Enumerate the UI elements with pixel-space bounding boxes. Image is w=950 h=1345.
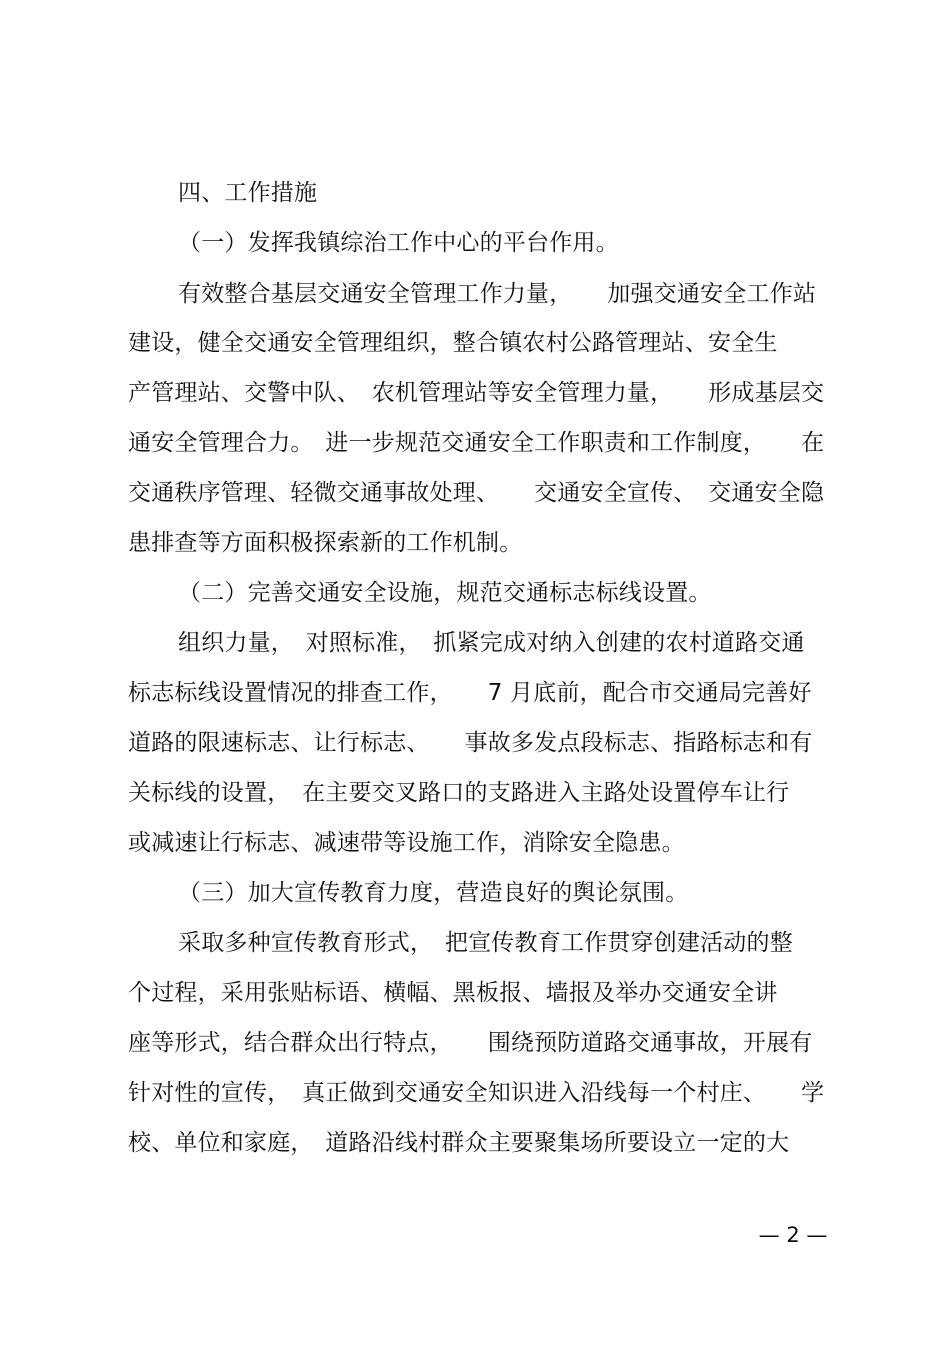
- subsection-heading-two: （二）完善交通安全设施，规范交通标志标线设置。: [178, 580, 712, 606]
- paragraph-line: 个过程，采用张贴标语、横幅、黑板报、墙报及举办交通安全讲: [128, 980, 778, 1006]
- paragraph-line: 组织力量， 对照标准， 抓紧完成对纳入创建的农村道路交通: [178, 630, 805, 656]
- paragraph-line: 针对性的宣传， 真正做到交通安全知识进入沿线每一个村庄、 学: [128, 1080, 825, 1106]
- paragraph-line: 通安全管理合力。 进一步规范交通安全工作职责和工作制度， 在: [128, 430, 825, 456]
- paragraph-line: 道路的限速标志、让行标志、 事故多发点段标志、指路标志和有: [128, 730, 813, 756]
- subsection-heading-one: （一）发挥我镇综治工作中心的平台作用。: [178, 230, 619, 256]
- paragraph-line: 建设，健全交通安全管理组织，整合镇农村公路管理站、安全生: [128, 330, 778, 356]
- paragraph-line: 校、单位和家庭， 道路沿线村群众主要聚集场所要设立一定的大: [128, 1130, 790, 1156]
- paragraph-line: 采取多种宣传教育形式， 把宣传教育工作贯穿创建活动的整: [178, 930, 793, 956]
- paragraph-line: 标志标线设置情况的排查工作， 7 月底前，配合市交通局完善好: [128, 680, 812, 706]
- paragraph-line: 有效整合基层交通安全管理工作力量， 加强交通安全工作站: [178, 281, 817, 307]
- paragraph-line: 患排查等方面积极探索新的工作机制。: [128, 530, 523, 556]
- section-heading-work-measures: 四、工作措施: [178, 180, 318, 206]
- paragraph-line: 产管理站、交警中队、 农机管理站等安全管理力量， 形成基层交: [128, 380, 825, 406]
- paragraph-line: 关标线的设置， 在主要交叉路口的支路进入主路处设置停车让行: [128, 780, 790, 806]
- page-number: — 2 —: [758, 1223, 828, 1247]
- paragraph-line: 或减速让行标志、减速带等设施工作，消除安全隐患。: [128, 830, 685, 856]
- paragraph-line: 座等形式，结合群众出行特点， 围绕预防道路交通事故，开展有: [128, 1030, 813, 1056]
- subsection-heading-three: （三）加大宣传教育力度，营造良好的舆论氛围。: [178, 880, 689, 906]
- paragraph-line: 交通秩序管理、轻微交通事故处理、 交通安全宣传、 交通安全隐: [128, 480, 825, 506]
